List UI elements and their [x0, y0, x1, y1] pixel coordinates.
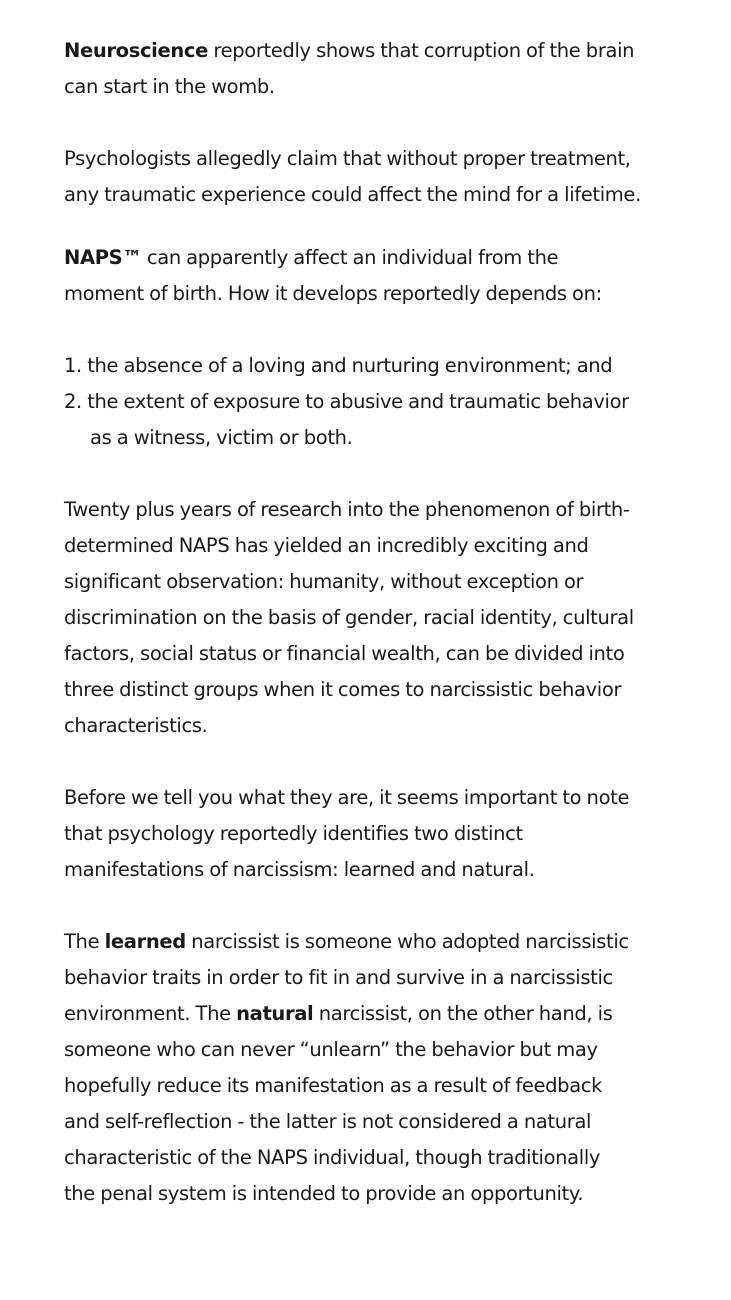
paragraph-manifestations	[64, 780, 674, 888]
text-span: narcissist is someone who adopted narcissistic	[185, 930, 629, 953]
paragraph-gap	[64, 888, 674, 924]
paragraph-neuroscience	[64, 33, 674, 105]
paragraph-psychologists	[64, 141, 674, 213]
numbered-list	[64, 348, 674, 456]
list-item-continuation: as a witness, victim or both.	[90, 426, 353, 449]
paragraph-gap	[64, 312, 674, 348]
text-span: The	[64, 930, 105, 953]
text-line: characteristic of the NAPS individual, though traditionally	[64, 1146, 601, 1169]
text-line: manifestations of narcissism: learned and natural.	[64, 858, 535, 881]
text-span: can apparently affect an individual from the	[141, 246, 559, 269]
text-line: discrimination on the basis of gender, racial identity, cultural	[64, 606, 634, 629]
text-line: behavior traits in order to fit in and survive in a narcissistic	[64, 966, 613, 989]
text-line: Psychologists allegedly claim that without proper treatment,	[64, 147, 631, 170]
text-line	[64, 924, 674, 960]
text-line: that psychology reportedly identifies two distinct	[64, 822, 523, 845]
text-span: reportedly shows that corruption of the brain	[207, 39, 635, 62]
text-line: factors, social status or financial wealth, can be divided into	[64, 642, 625, 665]
text-span: environment. The	[64, 1002, 237, 1025]
text-line: and self-reflection - the latter is not considered a natural	[64, 1110, 592, 1133]
text-line	[64, 240, 674, 276]
paragraph-gap	[64, 105, 674, 141]
article-body	[64, 33, 674, 1212]
text-line: moment of birth. How it develops reportedly depends on:	[64, 282, 602, 305]
paragraph-learned-natural	[64, 924, 674, 1212]
bold-term-neuroscience: Neuroscience	[64, 39, 208, 62]
paragraph-gap	[64, 213, 674, 240]
bold-term-natural: natural	[236, 1002, 314, 1025]
paragraph-naps	[64, 240, 674, 312]
text-span: narcissist, on the other hand, is	[313, 1002, 613, 1025]
bold-term-naps: NAPS™	[64, 246, 142, 269]
text-line: any traumatic experience could affect the mind for a lifetime.	[64, 183, 641, 206]
text-line	[64, 996, 674, 1032]
text-line: significant observation: humanity, without exception or	[64, 570, 584, 593]
text-line: Before we tell you what they are, it seems important to note	[64, 786, 630, 809]
text-line: can start in the womb.	[64, 75, 275, 98]
text-line: the penal system is intended to provide an opportunity.	[64, 1182, 584, 1205]
list-item: 2. the extent of exposure to abusive and traumatic behavior	[64, 390, 629, 413]
text-line	[64, 33, 674, 69]
text-line: someone who can never “unlearn” the behavior but may	[64, 1038, 598, 1061]
paragraph-gap	[64, 744, 674, 780]
text-line: characteristics.	[64, 714, 208, 737]
text-line: hopefully reduce its manifestation as a result of feedback	[64, 1074, 603, 1097]
text-line: Twenty plus years of research into the phenomenon of birth-	[64, 498, 630, 521]
paragraph-research	[64, 492, 674, 744]
list-item: 1. the absence of a loving and nurturing environment; and	[64, 354, 613, 377]
bold-term-learned: learned	[104, 930, 186, 953]
text-line: determined NAPS has yielded an incredibly exciting and	[64, 534, 589, 557]
paragraph-gap	[64, 456, 674, 492]
text-line: three distinct groups when it comes to narcissistic behavior	[64, 678, 622, 701]
